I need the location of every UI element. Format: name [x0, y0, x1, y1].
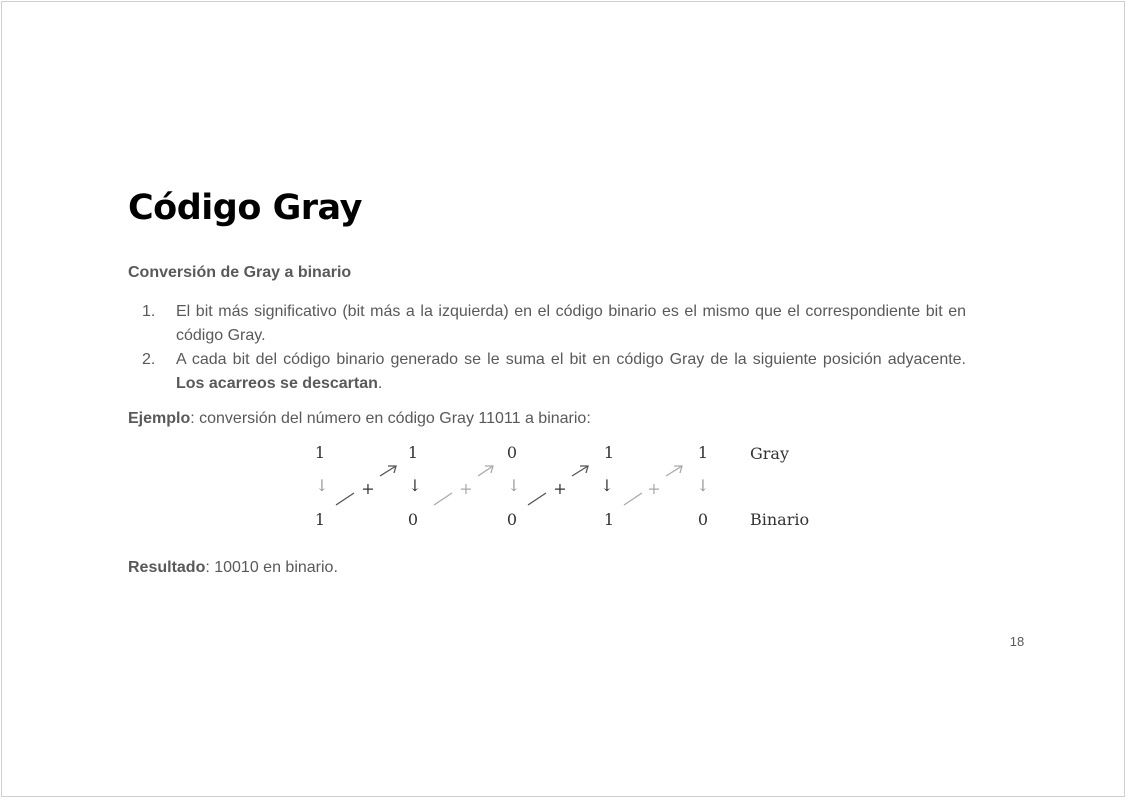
step-1: [128, 300, 966, 348]
step-2: [128, 348, 966, 396]
gray-to-binary-diagram: [302, 438, 822, 538]
gray-bit-3: 0: [506, 443, 518, 462]
gray-bit-2: 1: [407, 443, 419, 462]
step-2-bold-text: Los acarreos se descartan: [176, 375, 378, 392]
down-arrow-icon-2: ↓: [408, 476, 422, 495]
example-label: Ejemplo: [128, 410, 191, 427]
down-arrow-icon-5: ↓: [696, 476, 710, 495]
example-line: [128, 410, 591, 428]
binary-bit-4: 1: [603, 510, 615, 529]
gray-bit-4: 1: [603, 443, 615, 462]
gray-bit-1: 1: [314, 443, 326, 462]
plus-sign-3: +: [553, 479, 567, 498]
result-line: [128, 559, 338, 577]
step-2-text-end: .: [377, 375, 383, 392]
example-text: : conversión del número en código Gray 11011 a binario:: [190, 410, 591, 427]
gray-bit-5: 1: [697, 443, 709, 462]
diagonal-link-2: [434, 466, 493, 505]
binary-bit-1: 1: [314, 510, 326, 529]
binary-row-label: Binario: [750, 510, 810, 529]
gray-row-label: Gray: [750, 444, 790, 463]
down-arrow-icon-1: ↓: [315, 476, 329, 495]
step-1-text: El bit más significativo (bit más a la izquierda) en el código binario es el mismo que el correspondiente bit en código Gray.: [176, 303, 966, 344]
page-number: 18: [1009, 634, 1025, 649]
result-label: Resultado: [128, 559, 206, 576]
diagonal-link-3: [528, 466, 588, 505]
binary-bit-2: 0: [407, 510, 419, 529]
step-2-text: A cada bit del código binario generado se le suma el bit en código Gray de la siguiente posición adyacente.: [176, 351, 966, 368]
slide-title: Código Gray: [128, 188, 362, 228]
binary-bit-3: 0: [506, 510, 518, 529]
diagonal-link-4: [624, 466, 682, 505]
result-text: : 10010 en binario.: [205, 559, 338, 576]
binary-bit-5: 0: [697, 510, 709, 529]
steps-list: [128, 300, 966, 396]
down-arrow-icon-3: ↓: [507, 476, 521, 495]
step-2-number: 2.: [142, 351, 156, 368]
plus-sign-4: +: [647, 479, 661, 498]
section-subtitle: Conversión de Gray a binario: [128, 264, 352, 281]
diagonal-link-1: [336, 466, 396, 505]
slide-page: [1, 1, 1125, 797]
plus-sign-2: +: [459, 479, 473, 498]
down-arrow-icon-4: ↓: [600, 476, 614, 495]
step-1-number: 1.: [142, 303, 156, 320]
plus-sign-1: +: [361, 479, 375, 498]
